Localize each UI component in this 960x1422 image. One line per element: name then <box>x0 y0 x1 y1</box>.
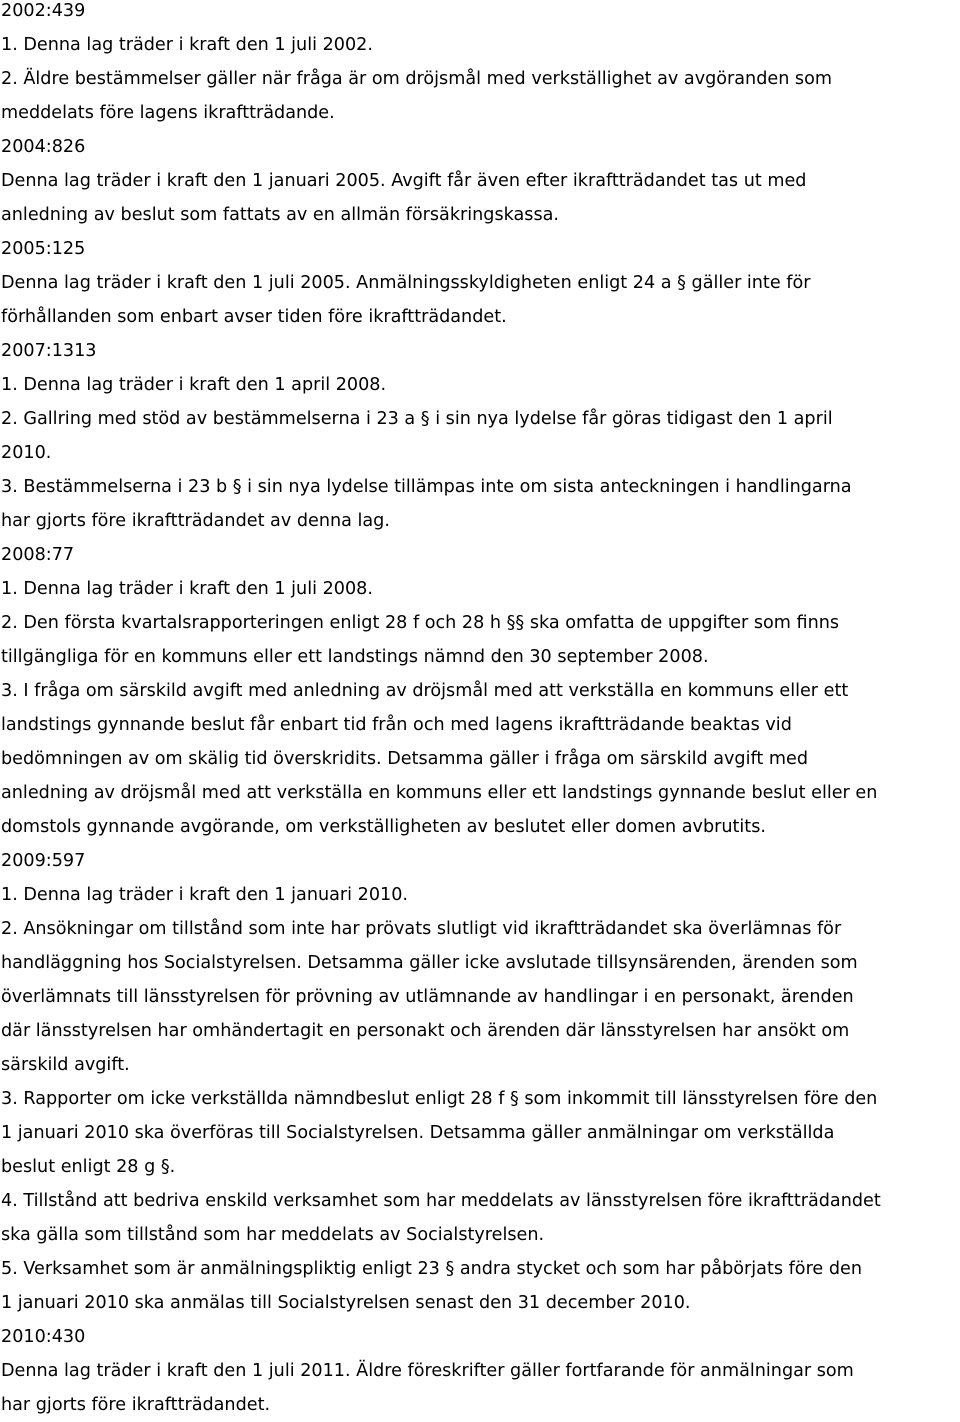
text-line: 2. Gallring med stöd av bestämmelserna i 23 a § i sin nya lydelse får göras tidigast den 1 april <box>1 409 833 429</box>
text-line: förhållanden som enbart avser tiden före ikraftträdandet. <box>1 307 507 327</box>
text-line: 2010. <box>1 443 52 463</box>
text-line: landstings gynnande beslut får enbart tid från och med lagens ikraftträdande beaktas vid <box>1 715 792 735</box>
text-line: där länsstyrelsen har omhändertagit en personakt och ärenden där länsstyrelsen har ansökt om <box>1 1021 850 1041</box>
text-line: 4. Tillstånd att bedriva enskild verksamhet som har meddelats av länsstyrelsen före ikraftträdandet <box>1 1191 881 1211</box>
text-line: 3. Rapporter om icke verkställda nämndbeslut enligt 28 f § som inkommit till länsstyrelsen före den <box>1 1089 878 1109</box>
text-line: 2. Ansökningar om tillstånd som inte har prövats slutligt vid ikraftträdandet ska överlämnas för <box>1 919 842 939</box>
text-line: 2010:430 <box>1 1327 86 1347</box>
text-line: beslut enligt 28 g §. <box>1 1157 176 1177</box>
text-line: 3. Bestämmelserna i 23 b § i sin nya lydelse tillämpas inte om sista anteckningen i handlingarna <box>1 477 852 497</box>
text-line: anledning av beslut som fattats av en allmän försäkringskassa. <box>1 205 559 225</box>
text-line: 2. Äldre bestämmelser gäller när fråga är om dröjsmål med verkställighet av avgöranden som <box>1 69 833 89</box>
text-line: Denna lag träder i kraft den 1 januari 2005. Avgift får även efter ikraftträdandet tas ut med <box>1 171 807 191</box>
text-line: bedömningen av om skälig tid överskridits. Detsamma gäller i fråga om särskild avgift med <box>1 749 808 769</box>
text-line: särskild avgift. <box>1 1055 130 1075</box>
text-line: har gjorts före ikraftträdandet. <box>1 1395 271 1415</box>
text-line: domstols gynnande avgörande, om verkställigheten av beslutet eller domen avbrutits. <box>1 817 766 837</box>
text-line: 3. I fråga om särskild avgift med anledning av dröjsmål med att verkställa en kommuns eller ett <box>1 681 849 701</box>
text-line: 1 januari 2010 ska anmälas till Socialstyrelsen senast den 31 december 2010. <box>1 1293 691 1313</box>
text-line: meddelats före lagens ikraftträdande. <box>1 103 335 123</box>
text-line: ska gälla som tillstånd som har meddelats av Socialstyrelsen. <box>1 1225 545 1245</box>
text-line: anledning av dröjsmål med att verkställa en kommuns eller ett landstings gynnande beslut eller en <box>1 783 878 803</box>
document-body <box>1 0 959 1422</box>
text-line: 1. Denna lag träder i kraft den 1 januari 2010. <box>1 885 409 905</box>
text-line: handläggning hos Socialstyrelsen. Detsamma gäller icke avslutade tillsynsärenden, ärenden som <box>1 953 858 973</box>
text-line: 2009:597 <box>1 851 86 871</box>
text-line: 1. Denna lag träder i kraft den 1 juli 2008. <box>1 579 373 599</box>
text-line: 1. Denna lag träder i kraft den 1 april 2008. <box>1 375 387 395</box>
text-line: 5. Verksamhet som är anmälningspliktig enligt 23 § andra stycket och som har påbörjats före den <box>1 1259 862 1279</box>
text-line: 2005:125 <box>1 239 86 259</box>
text-line: Denna lag träder i kraft den 1 juli 2005. Anmälningsskyldigheten enligt 24 a § gäller inte för <box>1 273 811 293</box>
text-line: 2007:1313 <box>1 341 97 361</box>
text-line: Denna lag träder i kraft den 1 juli 2011. Äldre föreskrifter gäller fortfarande för anmälningar som <box>1 1361 854 1381</box>
text-line: överlämnats till länsstyrelsen för prövning av utlämnande av handlingar i en personakt, ärenden <box>1 987 854 1007</box>
text-line: 2. Den första kvartalsrapporteringen enligt 28 f och 28 h §§ ska omfatta de uppgifter som finns <box>1 613 840 633</box>
text-line: 2008:77 <box>1 545 75 565</box>
text-line: 1. Denna lag träder i kraft den 1 juli 2002. <box>1 35 373 55</box>
text-line: tillgängliga för en kommuns eller ett landstings nämnd den 30 september 2008. <box>1 647 709 667</box>
text-line: 1 januari 2010 ska överföras till Socialstyrelsen. Detsamma gäller anmälningar om verkställda <box>1 1123 835 1143</box>
text-line: 2002:439 <box>1 1 86 21</box>
text-line: 2004:826 <box>1 137 86 157</box>
text-line: har gjorts före ikraftträdandet av denna lag. <box>1 511 390 531</box>
